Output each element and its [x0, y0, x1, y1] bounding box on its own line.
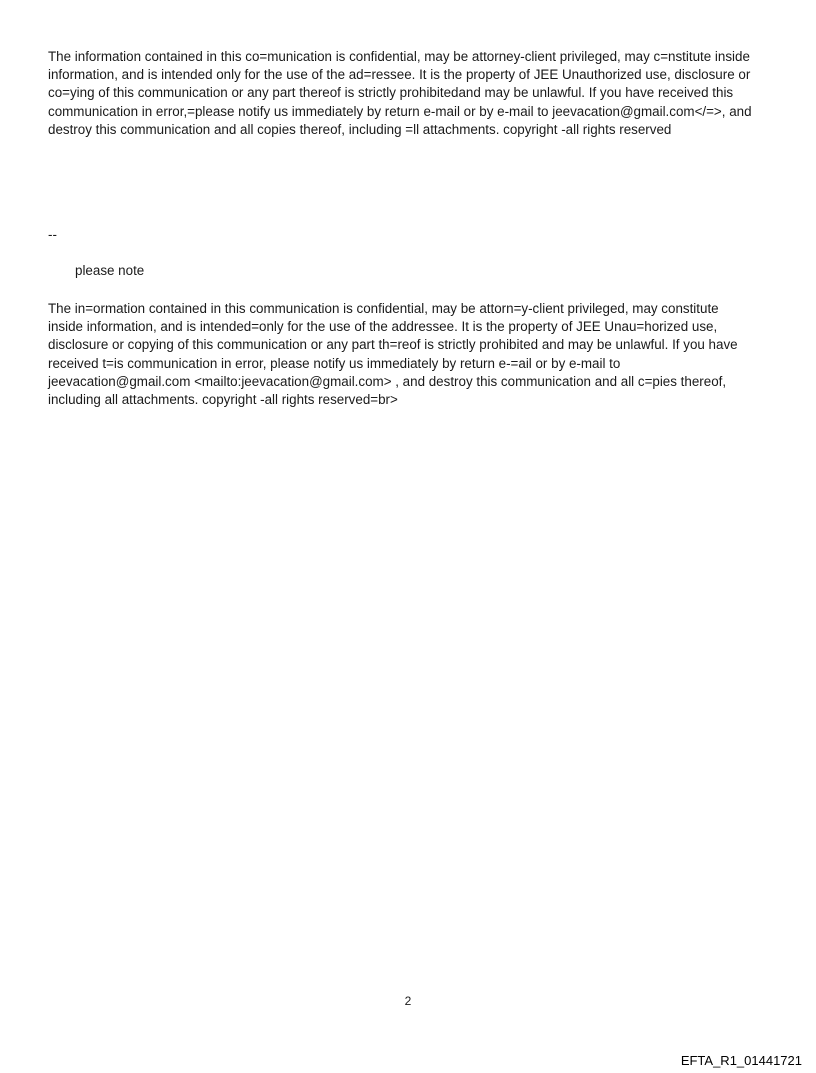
disclaimer-paragraph-1	[48, 48, 770, 139]
text-line: The in=ormation contained in this communication is confidential, may be attorn=y-client privileged, may constitute	[48, 301, 719, 316]
text-line: jeevacation@gmail.com <mailto:jeevacation@gmail.com> , and destroy this communication and all c=pies thereof,	[48, 373, 727, 389]
text-line: co=ying of this communication or any part thereof is strictly prohibitedand may be unlawful. If you have received this	[48, 85, 734, 101]
text-line: destroy this communication and all copies thereof, including =ll attachments. copyright -all rights reserved	[48, 121, 672, 137]
text-line: including all attachments. copyright -all rights reserved=br>	[48, 392, 398, 408]
note-label: please note	[75, 263, 145, 278]
text-line: inside information, and is intended=only for the use of the addressee. It is the property of JEE Unau=horized use,	[48, 319, 718, 335]
signature-separator: --	[48, 227, 57, 242]
text-line: communication in error,=please notify us immediately by return e-mail or by e-mail to jeevacation@gmail.com</=>, and	[48, 103, 752, 119]
document-id-stamp: EFTA_R1_01441721	[680, 1053, 802, 1068]
page-number: 2	[404, 994, 412, 1008]
disclaimer-paragraph-2	[48, 300, 770, 409]
text-line: information, and is intended only for the use of the ad=ressee. It is the property of JEE Unauthorized use, disclosure or	[48, 67, 751, 83]
text-line: received t=is communication in error, please notify us immediately by return e-=ail or by e-mail to	[48, 355, 621, 371]
text-line: disclosure or copying of this communication or any part th=reof is strictly prohibited and may be unlawful. If you have	[48, 337, 738, 353]
text-line: The information contained in this co=munication is confidential, may be attorney-client privileged, may c=nstitute inside	[48, 49, 750, 64]
